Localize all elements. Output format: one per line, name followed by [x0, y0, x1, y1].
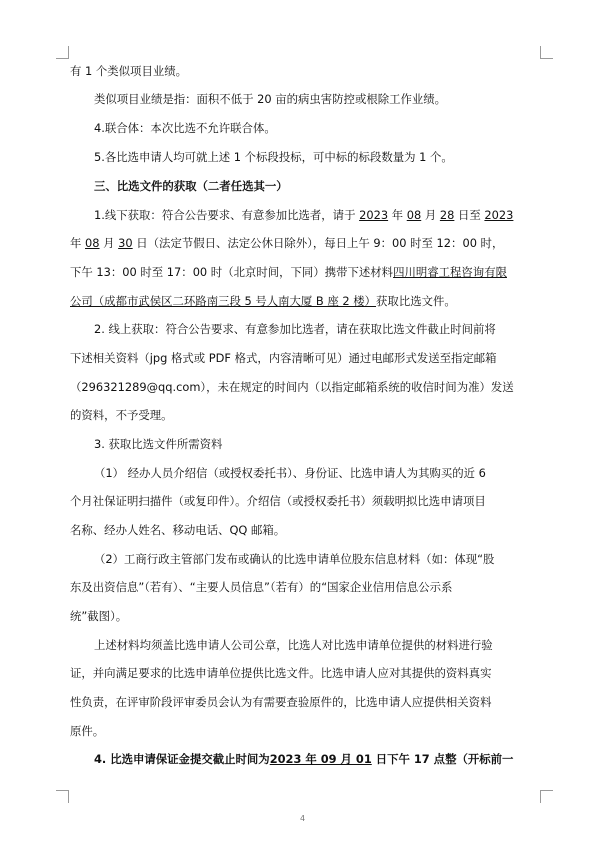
crop-mark-bottom-left — [56, 790, 69, 803]
paragraph-line: 个月社保证明扫描件（或复印件）。介绍信（或授权委托书）须载明拟比选申请项目 — [70, 494, 486, 508]
paragraph-line: 类似项目业绩是指：面积不低于 20 亩的病虫害防控或根除工作业绩。 — [94, 92, 447, 106]
paragraph-line: 上述材料均须盖比选申请人公司公章，比选人对比选申请单位提供的材料进行验 — [94, 638, 493, 652]
paragraph-line: 下述相关资料（jpg 格式或 PDF 格式，内容清晰可见）通过电邮形式发送至指定邮箱 — [70, 351, 497, 365]
paragraph-line: 有 1 个类似项目业绩。 — [70, 64, 188, 78]
paragraph-line: 4.联合体：本次比选不允许联合体。 — [94, 121, 276, 135]
paragraph-line: （296321289@qq.com），未在规定的时间内（以指定邮箱系统的收信时间为准）发送 — [70, 380, 514, 394]
crop-mark-top-right — [540, 46, 553, 59]
paragraph-line: 东及出资信息”（若有）、“主要人员信息”（若有）的“国家企业信用信息公示系 — [70, 580, 453, 594]
paragraph-line: （2）工商行政主管部门发布或确认的比选申请单位股东信息材料（如：体现“股 — [94, 552, 495, 566]
paragraph-line: 统”截图）。 — [70, 609, 128, 623]
section-heading: 三、比选文件的获取（二者任选其一） — [94, 179, 288, 193]
paragraph-line: 3. 获取比选文件所需资料 — [94, 437, 223, 451]
paragraph-line: 公司（成都市武侯区二环路南三段 5 号人南大厦 B 座 2 楼）获取比选文件。 — [70, 294, 456, 308]
paragraph-line: 原件。 — [70, 724, 105, 738]
crop-mark-bottom-right — [540, 790, 553, 803]
paragraph-line: 证，并向满足要求的比选申请单位提供比选文件。比选申请人应对其提供的资料真实 — [70, 666, 492, 680]
paragraph-line: 2. 线上获取：符合公告要求、有意参加比选者，请在获取比选文件截止时间前将 — [94, 322, 496, 336]
paragraph-line: 性负责，在评审阶段评审委员会认为有需要查验原件的，比选申请人应提供相关资料 — [70, 695, 492, 709]
paragraph-line: （1） 经办人员介绍信（或授权委托书）、身份证、比选申请人为其购买的近 6 — [94, 466, 486, 480]
paragraph-line: 下午 13：00 时至 17：00 时（北京时间，下同）携带下述材料四川明睿工程咨询有限 — [70, 265, 507, 279]
paragraph-line: 名称、经办人姓名、移动电话、QQ 邮箱。 — [70, 523, 286, 537]
page-number: 4 — [299, 814, 306, 823]
paragraph-line: 4. 比选申请保证金提交截止时间为2023 年 09 月 01 日下午 17 点整（开标前一 — [94, 752, 514, 766]
paragraph-line: 5.各比选申请人均可就上述 1 个标段投标，可中标的标段数量为 1 个。 — [94, 150, 453, 164]
paragraph-line: 年 08 月 30 日（法定节假日、法定公休日除外），每日上午 9：00 时至 12：00 时， — [70, 236, 504, 250]
crop-mark-top-left — [56, 46, 69, 59]
paragraph-line: 的资料，不予受理。 — [70, 408, 173, 422]
paragraph-line: 1.线下获取：符合公告要求、有意参加比选者，请于 2023 年 08 月 28 日至 2023 — [94, 208, 514, 222]
